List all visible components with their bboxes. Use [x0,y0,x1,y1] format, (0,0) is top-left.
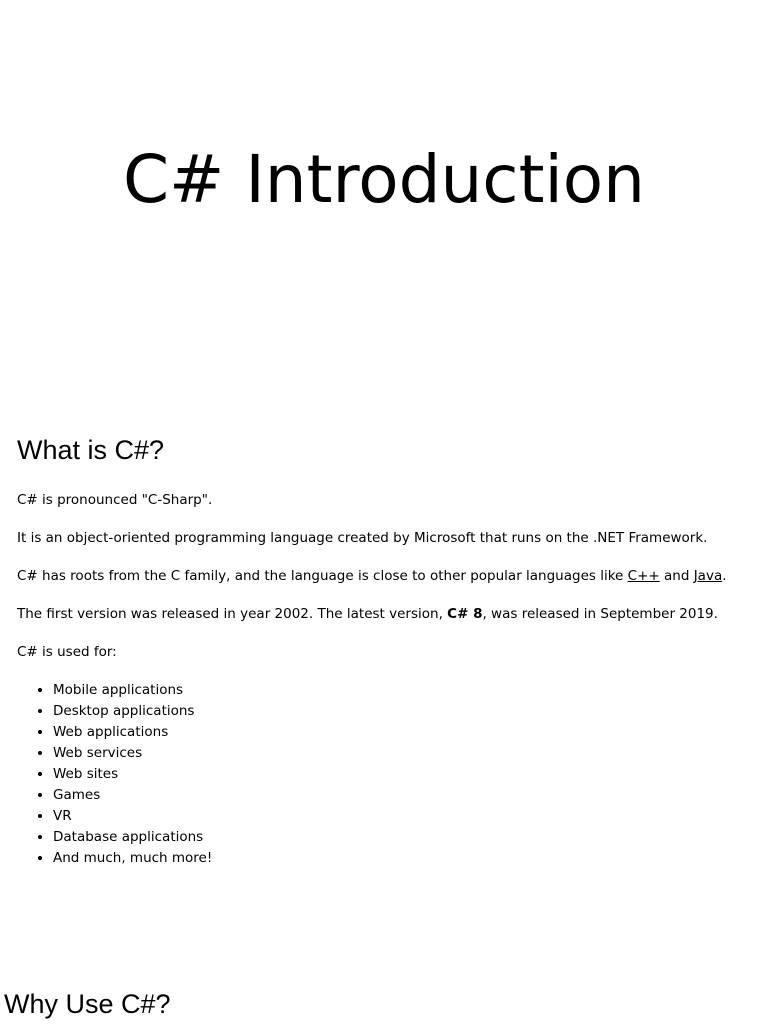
paragraph-versions [17,604,757,624]
java-link[interactable]: Java [693,568,723,584]
list-item: • Web services [53,743,757,764]
roots-text-before: C# has roots from the C family, and the language is close to other popular languages like [17,568,628,584]
what-is-section [17,430,757,869]
why-use-heading: Why Use C#? [4,989,171,1019]
latest-version: C# 8 [447,606,483,622]
list-item: • Web sites [53,764,757,785]
list-item: • Desktop applications [53,701,757,722]
cpp-link[interactable]: C++ [627,568,660,584]
list-item: • Games [53,785,757,806]
versions-text-after: , was released in September 2019. [482,606,718,622]
paragraph-roots [17,566,757,586]
list-item: • Web applications [53,722,757,743]
list-item: • VR [53,806,757,827]
list-item: • Mobile applications [53,680,757,701]
list-item: • And much, much more! [53,848,757,869]
paragraph-used-for: C# is used for: [17,644,117,660]
uses-list [17,680,757,869]
page-title: C# Introduction [122,141,646,218]
roots-text-middle: and [659,568,694,584]
list-item: • Database applications [53,827,757,848]
paragraph-pronunciation: C# is pronounced "C-Sharp". [17,492,213,508]
section-heading: What is C#? [17,435,165,465]
roots-text-after: . [722,568,727,584]
paragraph-description: It is an object-oriented programming language created by Microsoft that runs on the .NET Framework. [17,530,708,546]
versions-text-before: The first version was released in year 2002. The latest version, [17,606,448,622]
